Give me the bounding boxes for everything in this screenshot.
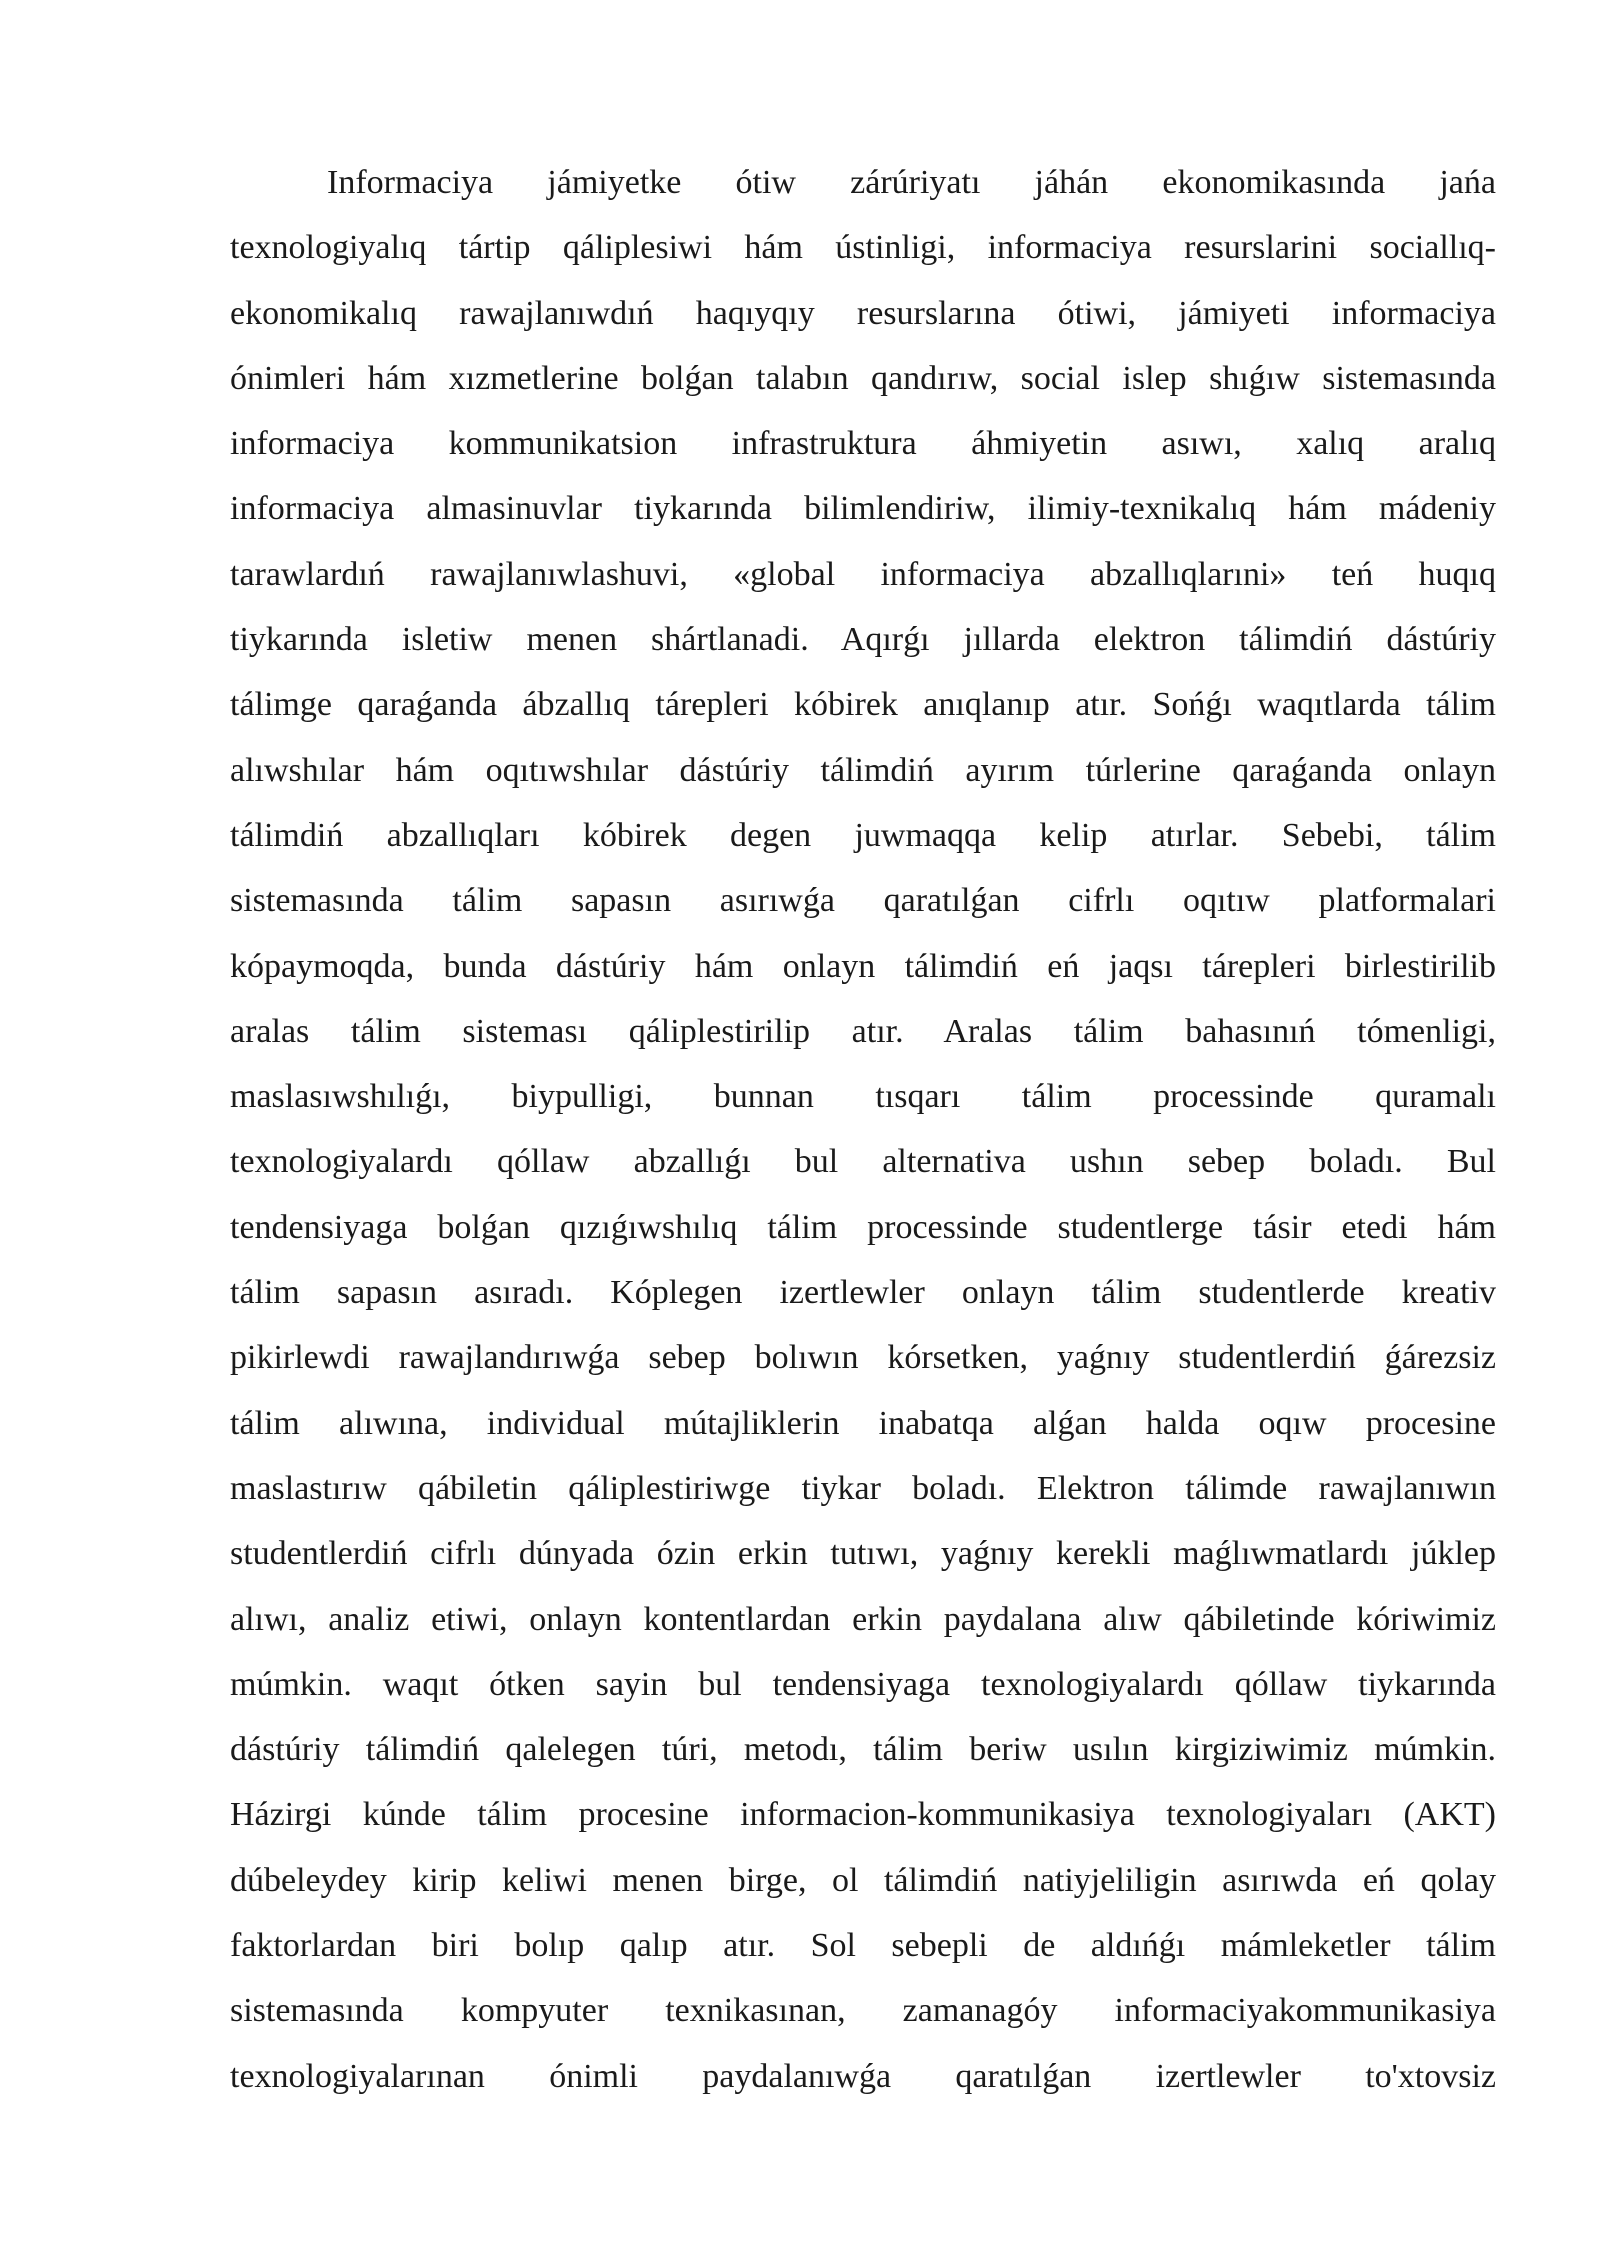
paragraph-line: sistemasında tálim sapasın asırıwǵa qaratılǵan cifrlı oqıtıw platformalari bbox=[230, 882, 1496, 920]
paragraph-line: ónimleri hám xızmetlerine bolǵan talabın qandırıw, social islep shıǵıw sistemasında bbox=[230, 359, 1496, 397]
paragraph-line: múmkin. waqıt ótken sayin bul tendensiyaga texnologiyalardı qóllaw tiykarında bbox=[230, 1665, 1496, 1703]
paragraph-line: tálimge qaraǵanda ábzallıq tárepleri kóbirek anıqlanıp atır. Sońǵı waqıtlarda tálim bbox=[230, 686, 1496, 724]
paragraph-line: texnologiyalardı qóllaw abzallıǵı bul alternativa ushın sebep boladı. Bul bbox=[230, 1143, 1496, 1181]
paragraph-line: Informaciya jámiyetke ótiw zárúriyatı jáhán ekonomikasında jańa bbox=[327, 164, 1496, 201]
paragraph-line: dástúriy tálimdiń qalelegen túri, metodı, tálim beriw usılın kirgiziwimiz múmkin. bbox=[230, 1731, 1496, 1769]
paragraph-line: maslasıwshılıǵı, biypulligi, bunnan tısqarı tálim processinde quramalı bbox=[230, 1078, 1496, 1116]
body-paragraph bbox=[230, 150, 1496, 2109]
paragraph-line: alıwı, analiz etiwi, onlayn kontentlardan erkin paydalana alıw qábiletinde kóriwimiz bbox=[230, 1600, 1496, 1638]
paragraph-line: kópaymoqda, bunda dástúriy hám onlayn tálimdiń eń jaqsı tárepleri birlestirilib bbox=[230, 947, 1496, 985]
paragraph-line: alıwshılar hám oqıtıwshılar dástúriy tálimdiń ayırım túrlerine qaraǵanda onlayn bbox=[230, 751, 1496, 789]
paragraph-line: texnologiyalarınan ónimli paydalanıwǵa qaratılǵan izertlewler to'xtovsiz bbox=[230, 2057, 1496, 2095]
paragraph-line: tiykarında isletiw menen shártlanadi. Aqırǵı jıllarda elektron tálimdiń dástúriy bbox=[230, 621, 1496, 659]
paragraph-line: tálim sapasın asıradı. Kóplegen izertlewler onlayn tálim studentlerde kreativ bbox=[230, 1274, 1496, 1312]
paragraph-line: studentlerdiń cifrlı dúnyada ózin erkin tutıwı, yaǵnıy kerekli maǵlıwmatlardı júklep bbox=[230, 1535, 1496, 1573]
paragraph-line: sistemasında kompyuter texnikasınan, zamanagóy informaciyakommunikasiya bbox=[230, 1992, 1496, 2030]
paragraph-line: tálimdiń abzallıqları kóbirek degen juwmaqqa kelip atırlar. Sebebi, tálim bbox=[230, 816, 1496, 854]
paragraph-line: informaciya almasinuvlar tiykarında bilimlendiriw, ilimiy-texnikalıq hám mádeniy bbox=[230, 490, 1496, 528]
paragraph-line: tarawlardıń rawajlanıwlashuvi, «global informaciya abzallıqlarıni» teń huqıq bbox=[230, 555, 1496, 593]
paragraph-line: ekonomikalıq rawajlanıwdıń haqıyqıy resurslarına ótiwi, jámiyeti informaciya bbox=[230, 294, 1496, 332]
paragraph-line: tálim alıwına, individual mútajliklerin inabatqa alǵan halda oqıw procesine bbox=[230, 1404, 1496, 1442]
paragraph-line: aralas tálim sisteması qáliplestirilip atır. Aralas tálim bahasınıń tómenligi, bbox=[230, 1012, 1496, 1050]
paragraph-line: faktorlardan biri bolıp qalıp atır. Sol sebepli de aldıńǵı mámleketler tálim bbox=[230, 1927, 1496, 1965]
paragraph-line: informaciya kommunikatsion infrastruktura áhmiyetin asıwı, xalıq aralıq bbox=[230, 425, 1496, 463]
paragraph-line: pikirlewdi rawajlandırıwǵa sebep bolıwın kórsetken, yaǵnıy studentlerdiń ǵárezsiz bbox=[230, 1339, 1496, 1377]
paragraph-line: texnologiyalıq tártip qáliplesiwi hám ústinligi, informaciya resurslarini sociallıq- bbox=[230, 229, 1496, 267]
paragraph-line: dúbeleydey kirip keliwi menen birge, ol tálimdiń natiyjeliligin asırıwda eń qolay bbox=[230, 1861, 1496, 1899]
paragraph-line: maslastırıw qábiletin qáliplestiriwge tiykar boladı. Elektron tálimde rawajlanıwın bbox=[230, 1469, 1496, 1507]
paragraph-line: tendensiyaga bolǵan qızıǵıwshılıq tálim processinde studentlerge tásir etedi hám bbox=[230, 1208, 1496, 1246]
paragraph-line: Házirgi kúnde tálim procesine informacion-kommunikasiya texnologiyaları (AKT) bbox=[230, 1796, 1496, 1834]
